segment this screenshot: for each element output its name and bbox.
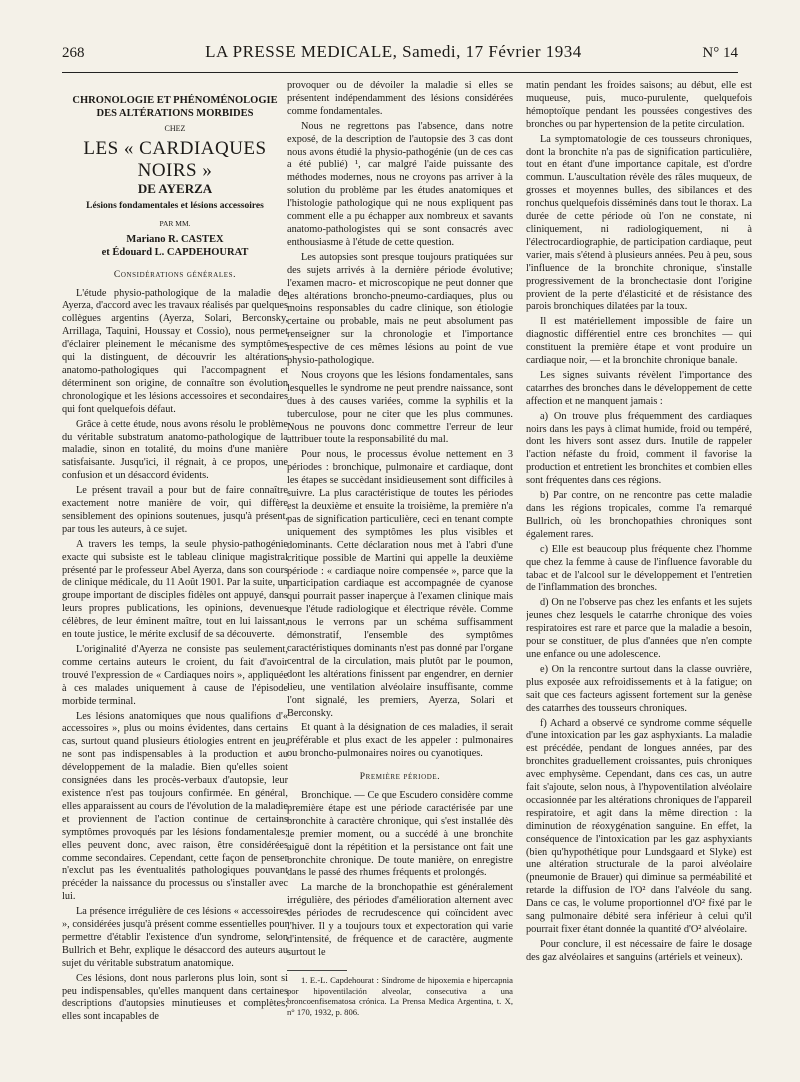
- paragraph: Pour nous, le processus évolue nettement en 3 périodes : bronchique, pulmonaire et cardiaque, dont les étapes se succèdant insidieusement sont difficiles à suivre. La plus caractéristique de toutes les périodes est la deuxième et ensuite la troisième, la première n'a pas de signification particulière, ceci en tenant compte uniquement des symptômes les plus visibles et dominants. Cette déclaration nous met à l'abri d'une critique possible de Martini qui appelle la deuxième période : « cardiaque noire compensée », parce que la participation cardiaque est accompagnée de cyanose qui pourrait passer inaperçue à l'examen clinique mais que l'étude radiologique et électrique révèle. Comme nous le verrons par un schéma suffisamment démonstratif, l'ensemble des symptômes caractéristiques dominants n'est pas donné par l'organe central de la circulation, mais plutôt par le poumon, dont les altérations finissent par engendrer, en dernier lieu, une ventilation alvéolaire insuffisante, comme l'ont signalé, les premiers, Ayerza, Solari et Berconsky.: [287, 449, 513, 719]
- column-3: [526, 80, 752, 1070]
- section-title: Première période.: [359, 772, 441, 783]
- footnote: 1. E.-L. Capdehourat : Síndrome de hipoxemia e hipercapnia por hipoventilación alveolar, consecutiva a una broncoenfisematosa crónica. La Prensa Medica Argentina, t. X, n° 170, 1932, p. 806.: [287, 974, 513, 1018]
- paragraph: Et quant à la désignation de ces maladies, il serait préférable et plus exact de les appeler : pulmonaires ou broncho-pulmonaires noires ou cyanotiques.: [287, 722, 513, 760]
- article-author-2: et Édouard L. CAPDEHOURAT: [101, 246, 249, 258]
- footnote-rule: [287, 970, 347, 971]
- paragraph: Pour conclure, il est nécessaire de faire le dosage des gaz alvéolaires et sanguins (artériels et veineux).: [526, 938, 752, 963]
- article-title: LES « CARDIAQUES NOIRS »: [83, 137, 267, 181]
- page-header: [62, 42, 738, 68]
- paragraph: A travers les temps, la seule physio-pathogénie exacte qui subsiste est le tableau clinique magistral présenté par le professeur Abel Ayerza, dans son cours de clinique médicale, du 11 Août 1901. Par la suite, un groupe important de disciples fidèles ont appuyé, dans leurs propres publications, les opinions, devenues célèbres, de leur éminent maître, tout en lui laissant, en toute justice, le mérite exclusif de sa découverte.: [62, 538, 288, 641]
- column-2: [287, 80, 513, 1070]
- paragraph: Les autopsies sont presque toujours pratiquées sur des sujets arrivés à la dernière période évolutive; l'examen macro- et microscopique ne peut donner que les altérations broncho-pneumo-cardiaques, plus ou moins responsables du cadre clinique, son étiologie certaine ou probable, mais ne peut absolument pas renseigner sur la chronologie et l'importance respective de ces mêmes lésions au point de vue physio-pathologique.: [287, 251, 513, 367]
- paragraph: La présence irrégulière de ces lésions « accessoires », considérées jusqu'à présent comme essentielles pour permettre d'établir l'existence d'un syndrome, selon Bullrich et Behr, explique le désaccord des auteurs au sujet du véritable substratum anatomique.: [62, 906, 288, 969]
- article-heading: [62, 94, 288, 259]
- header-rule: [62, 72, 738, 73]
- paragraph: e) On la rencontre surtout dans la classe ouvrière, plus exposée aux refroidissements et à la fatigue; on sait que ces facteurs agissent fortement sur la genèse des catarrhes des tousseurs chroniques.: [526, 663, 752, 714]
- paragraph: La marche de la bronchopathie est généralement irrégulière, des périodes d'amélioration alternent avec des périodes de recrudescence qui coïncident avec l'hiver. Il y a toujours toux et expectoration qui varie d'intensité, de fréquence et de caractère, augmente surtout le: [287, 882, 513, 958]
- article-chez: CHEZ: [164, 124, 186, 133]
- paragraph: L'originalité d'Ayerza ne consiste pas seulement, comme certains auteurs le croient, du fait d'avoir trouvé l'expression de « Cardiaques noirs », appliquée à ces malades uniquement à cause de l'épisode morbide terminal.: [62, 644, 288, 707]
- paragraph: La symptomatologie de ces tousseurs chroniques, dont la bronchite n'a pas de signification particulière, tout en étant d'une importance capitale, est d'ordre commun. L'auscultation révèle des râles muqueux, de grosses et moyennes bulles, des sibilances et des ronchus quelquefois disséminés dans tout le thorax. La durée de cette période où l'on ne constate, ni cliniquement, ni radiologiquement, ni à l'électrocardiographie, de participation cardiaque, peut varier, mais s'étend à plusieurs années. Peu à peu, sous l'influence de la bronchite chronique, s'installe progressivement de la bronchectasie dont l'origine provient de la perte d'élasticité et de résistance des parois bronchiques dilatées par la toux.: [526, 133, 752, 313]
- paragraph: c) Elle est beaucoup plus fréquente chez l'homme que chez la femme à cause de l'influence favorable du tabac et de l'alcool sur le développement et l'entretien de l'inflammation des bronches.: [526, 543, 752, 594]
- paragraph: Nous croyons que les lésions fondamentales, sans lesquelles le syndrome ne peut prendre naissance, sont dues à des causes variées, comme la syphilis et la tuberculose, pour ne citer que les plus communes. Nous ne pouvons donc commettre l'erreur de leur attribuer toute la responsabilité du mal.: [287, 369, 513, 446]
- article-subtitle: DE AYERZA: [137, 180, 213, 196]
- paragraph: provoquer ou de dévoiler la maladie si elles se présentent indépendamment des lésions considérées comme fondamentales.: [287, 80, 513, 117]
- section-title: Considérations générales.: [113, 269, 237, 280]
- article-supertitle-2: DES ALTÉRATIONS MORBIDES: [96, 108, 254, 119]
- issue-number: N° 14: [702, 45, 738, 61]
- paragraph: Il est matériellement impossible de faire un diagnostic différentiel entre ces bronchites — qui constituent la première étape et vont produire un cardiaque noir, — et la bronchite chronique banale.: [526, 316, 752, 367]
- paragraph: f) Achard a observé ce syndrome comme séquelle d'une intoxication par les gaz asphyxiants. La maladie est précédée, pendant de longues années, par des bronchites graduellement croissantes, puis chroniques avec emphysème. Cependant, dans ces cas, un autre fait s'ajoute, selon nous, à l'hypoventilation alvéolaire occasionnée par les altérations chroniques de l'appareil respiratoire, et agit dans la même direction : la diminution de réoxygénation sanguine. En effet, la conséquence de l'intoxication par les gaz asphyxiants (bien qu'hypothétique pour Lundsgaard et Slyke) est une altération structurale de la paroi alvéolaire (pneumonie de Brauer) qui diminue sa perméabilité et retarde la diffusion de l'O² dans l'alvéole du sang. Dans ce cas, le volume proportionnel d'O² fixé par le sang pulmonaire débité sera inférieur à celui qu'il pourrait fixer étant donnée la quantité d'O² alvéolaire.: [526, 717, 752, 935]
- column-1: [62, 80, 288, 1070]
- article-author-1: Mariano R. CASTEX: [126, 233, 224, 245]
- journal-title: LA PRESSE MEDICALE, Samedi, 17 Février 1934: [205, 42, 582, 61]
- article-par: PAR MM.: [159, 218, 191, 228]
- paragraph: Les lésions anatomiques que nous qualifions d'« accessoires », plus ou moins évidentes, dans certains cas, surtout quand plusieurs étiologies entrent en jeu, ne sont pas indispensables à la production et au développement de la maladie. Bien qu'elles soient consignées dans les procès-verbaux d'autopsie, leur existence n'est pas toujours confirmée. En général, elles apparaissent au cours de l'évolution de la maladie et proviennent de l'action continue de certains symptômes provoqués par les lésions fondamentales; elles peuvent donc, avec raison, être considérées comme secondaires. Cependant, cette façon de penser n'exclut pas les éventualités pathologiques pouvant précéder la naissance du processus ou s'installer avec lui.: [62, 710, 288, 903]
- paragraph: Le présent travail a pour but de faire connaître exactement notre manière de voir, qui diffère sensiblement des opinions soutenues, jusqu'à présent, par tous les auteurs, à ce sujet.: [62, 485, 288, 535]
- paragraph: matin pendant les froides saisons; au début, elle est muqueuse, puis, muco-purulente, quelquefois hémoptoïque pendant les poussées congestives des bronches ou par hypertension de la petite circulation.: [526, 80, 752, 130]
- article-supertitle-1: CHRONOLOGIE ET PHÉNOMÉNOLOGIE: [72, 95, 278, 106]
- paragraph: L'étude physio-pathologique de la maladie de Ayerza, d'accord avec les travaux réalisés par quelques collègues argentins (Ayerza, Solari, Berconsky, Arrillaga, Taquini, Houssay et Cossio), nous permet d'éclairer pleinement le mécanisme des symptômes qui la distinguent, de découvrir les altérations anatomo-pathologiques qui l'accompagnent et déterminent son origine, de connaître son évolution chronologique et les lésions accessoires et secondaires qui font quelquefois défaut.: [62, 287, 288, 415]
- page-number: 268: [62, 45, 85, 61]
- paragraph: d) On ne l'observe pas chez les enfants et les sujets jeunes chez lesquels le catarrhe chronique des voies respiratoires est rare et parce que la maladie a besoin, pour se constituer, de plus d'années que n'en compte une enfance ou une adolescence.: [526, 597, 752, 660]
- paragraph: Les signes suivants révèlent l'importance des catarrhes des bronches dans le développement de cette affection et ne manquent jamais :: [526, 369, 752, 407]
- paragraph: a) On trouve plus fréquemment des cardiaques noirs dans les pays à climat humide, froid ou tempéré, dont les hivers sont assez durs. Inutile de rappeler l'action néfaste du froid, comment il favorise la production et entretient les bronchites et combien elles sont fréquentes dans ces régions.: [526, 410, 752, 487]
- paragraph: Ces lésions, dont nous parlerons plus loin, sont si peu indispensables, qu'elles manquent dans certaines descriptions d'autopsies minutieuses et complètes; elles sont incapables de: [62, 972, 288, 1023]
- paragraph: Nous ne regrettons pas l'absence, dans notre exposé, de la description de l'autopsie des 3 cas dont nous avons étudié la physio-pathogénie (un de ces cas a été publié) ¹, car malgré l'aide puissante des méthodes modernes, nous ne croyons pas arriver à la solution du problème par les études anatomiques et l'histologie pathologique qui ne nous expliquent pas comment elle a pu échapper aux nombreux et savants anatomo-pathologistes qui se sont consacrés avec enthousiasme à l'étude de cette question.: [287, 120, 513, 248]
- paragraph: Grâce à cette étude, nous avons résolu le problème du véritable substratum anatomo-pathologique de la maladie, sinon en totalité, du moins d'une manière satisfaisante. Jusqu'ici, il régnait, à ce propos, une confusion et un désaccord évidents.: [62, 418, 288, 482]
- paragraph: Bronchique. — Ce que Escudero considère comme première étape est une période caractérisée par une bronchite à caractère chronique, qui s'est installée dès le premier moment, ou a succédé à une bronchite aiguë dont la répétition et la persistance ont fait une bronchite chronique. De toute manière, on enregistre dans le passé des rhumes fréquents et prolongés.: [287, 790, 513, 879]
- article-subtitle-2: Lésions fondamentales et lésions accessoires: [86, 200, 264, 211]
- paragraph: b) Par contre, on ne rencontre pas cette maladie dans les régions tropicales, comme l'a remarqué Bullrich, où les bronchopathies chroniques sont également rares.: [526, 490, 752, 540]
